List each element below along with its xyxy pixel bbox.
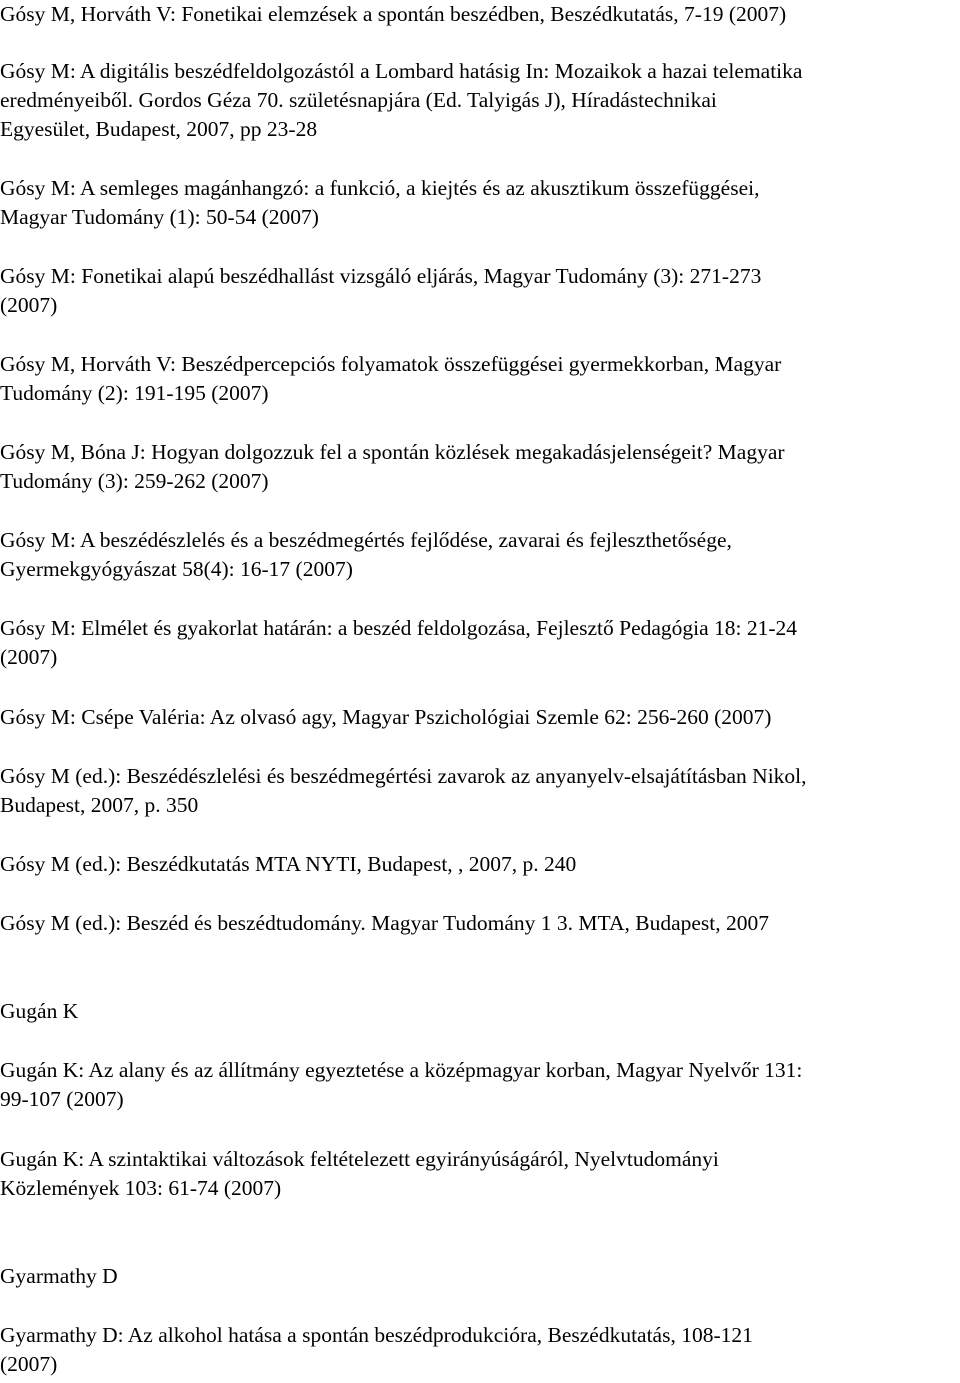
reference-entry-13 xyxy=(0,1056,960,1114)
reference-line: 99-107 (2007) xyxy=(0,1087,124,1111)
reference-line: Magyar Tudomány (1): 50-54 (2007) xyxy=(0,205,319,229)
reference-entry-9 xyxy=(0,703,960,732)
reference-line: Gyarmathy D: Az alkohol hatása a spontán beszédprodukcióra, Beszédkutatás, 108-121 xyxy=(0,1323,753,1347)
reference-line: Egyesület, Budapest, 2007, pp 23-28 xyxy=(0,117,318,141)
reference-line: Gyermekgyógyászat 58(4): 16-17 (2007) xyxy=(0,557,353,581)
reference-line: Gugán K: A szintaktikai változások feltételezett egyirányúságáról, Nyelvtudományi xyxy=(0,1147,719,1171)
reference-line: Tudomány (3): 259-262 (2007) xyxy=(0,469,269,493)
reference-line: Budapest, 2007, p. 350 xyxy=(0,793,199,817)
reference-line: Gósy M, Horváth V: Beszédpercepciós folyamatok összefüggései gyermekkorban, Magyar xyxy=(0,352,782,376)
reference-line: Gósy M, Bóna J: Hogyan dolgozzuk fel a spontán közlések megakadásjelenségeit? Magyar xyxy=(0,440,785,464)
author-heading-text: Gugán K xyxy=(0,999,79,1023)
reference-entry-8 xyxy=(0,614,960,672)
reference-entry-3 xyxy=(0,174,960,232)
reference-line: Gósy M: A semleges magánhangzó: a funkció, a kiejtés és az akusztikum összefüggései, xyxy=(0,176,760,200)
reference-line: Gósy M: Fonetikai alapú beszédhallást vizsgáló eljárás, Magyar Tudomány (3): 271-273 xyxy=(0,264,762,288)
author-heading-text: Gyarmathy D xyxy=(0,1264,118,1288)
reference-entry-7 xyxy=(0,526,960,584)
reference-entry-5 xyxy=(0,350,960,408)
reference-line: Gósy M (ed.): Beszédkutatás MTA NYTI, Budapest, , 2007, p. 240 xyxy=(0,852,577,876)
reference-entry-6 xyxy=(0,438,960,496)
reference-line: Gósy M, Horváth V: Fonetikai elemzések a spontán beszédben, Beszédkutatás, 7-19 (2007) xyxy=(0,2,787,26)
reference-line: (2007) xyxy=(0,293,58,317)
author-heading-gugan xyxy=(0,997,960,1026)
reference-line: Gugán K: Az alany és az állítmány egyeztetése a középmagyar korban, Magyar Nyelvőr 131: xyxy=(0,1058,803,1082)
reference-line: (2007) xyxy=(0,645,58,669)
reference-entry-2 xyxy=(0,57,960,144)
reference-line: Gósy M: Csépe Valéria: Az olvasó agy, Magyar Pszichológiai Szemle 62: 256-260 (2007) xyxy=(0,705,772,729)
reference-line: Gósy M: Elmélet és gyakorlat határán: a beszéd feldolgozása, Fejlesztő Pedagógia 18: 21-24 xyxy=(0,616,798,640)
reference-line: Gósy M: A digitális beszédfeldolgozástól a Lombard hatásig In: Mozaikok a hazai telematika xyxy=(0,59,803,83)
reference-line: (2007) xyxy=(0,1352,58,1376)
reference-line: Gósy M (ed.): Beszédészlelési és beszédmegértési zavarok az anyanyelv-elsajátításban Nikol, xyxy=(0,764,807,788)
reference-line: Tudomány (2): 191-195 (2007) xyxy=(0,381,269,405)
reference-entry-11 xyxy=(0,850,960,879)
reference-entry-15 xyxy=(0,1321,960,1379)
reference-entry-12 xyxy=(0,909,960,938)
reference-entry-1 xyxy=(0,0,960,29)
author-heading-gyarmathy xyxy=(0,1262,960,1291)
reference-entry-14 xyxy=(0,1145,960,1203)
reference-line: Gósy M: A beszédészlelés és a beszédmegértés fejlődése, zavarai és fejleszthetősége, xyxy=(0,528,732,552)
reference-line: Gósy M (ed.): Beszéd és beszédtudomány. Magyar Tudomány 1 3. MTA, Budapest, 2007 xyxy=(0,911,769,935)
reference-entry-10 xyxy=(0,762,960,820)
reference-entry-4 xyxy=(0,262,960,320)
reference-line: Közlemények 103: 61-74 (2007) xyxy=(0,1176,282,1200)
reference-line: eredményeiből. Gordos Géza 70. születésnapjára (Ed. Talyigás J), Híradástechnikai xyxy=(0,88,717,112)
